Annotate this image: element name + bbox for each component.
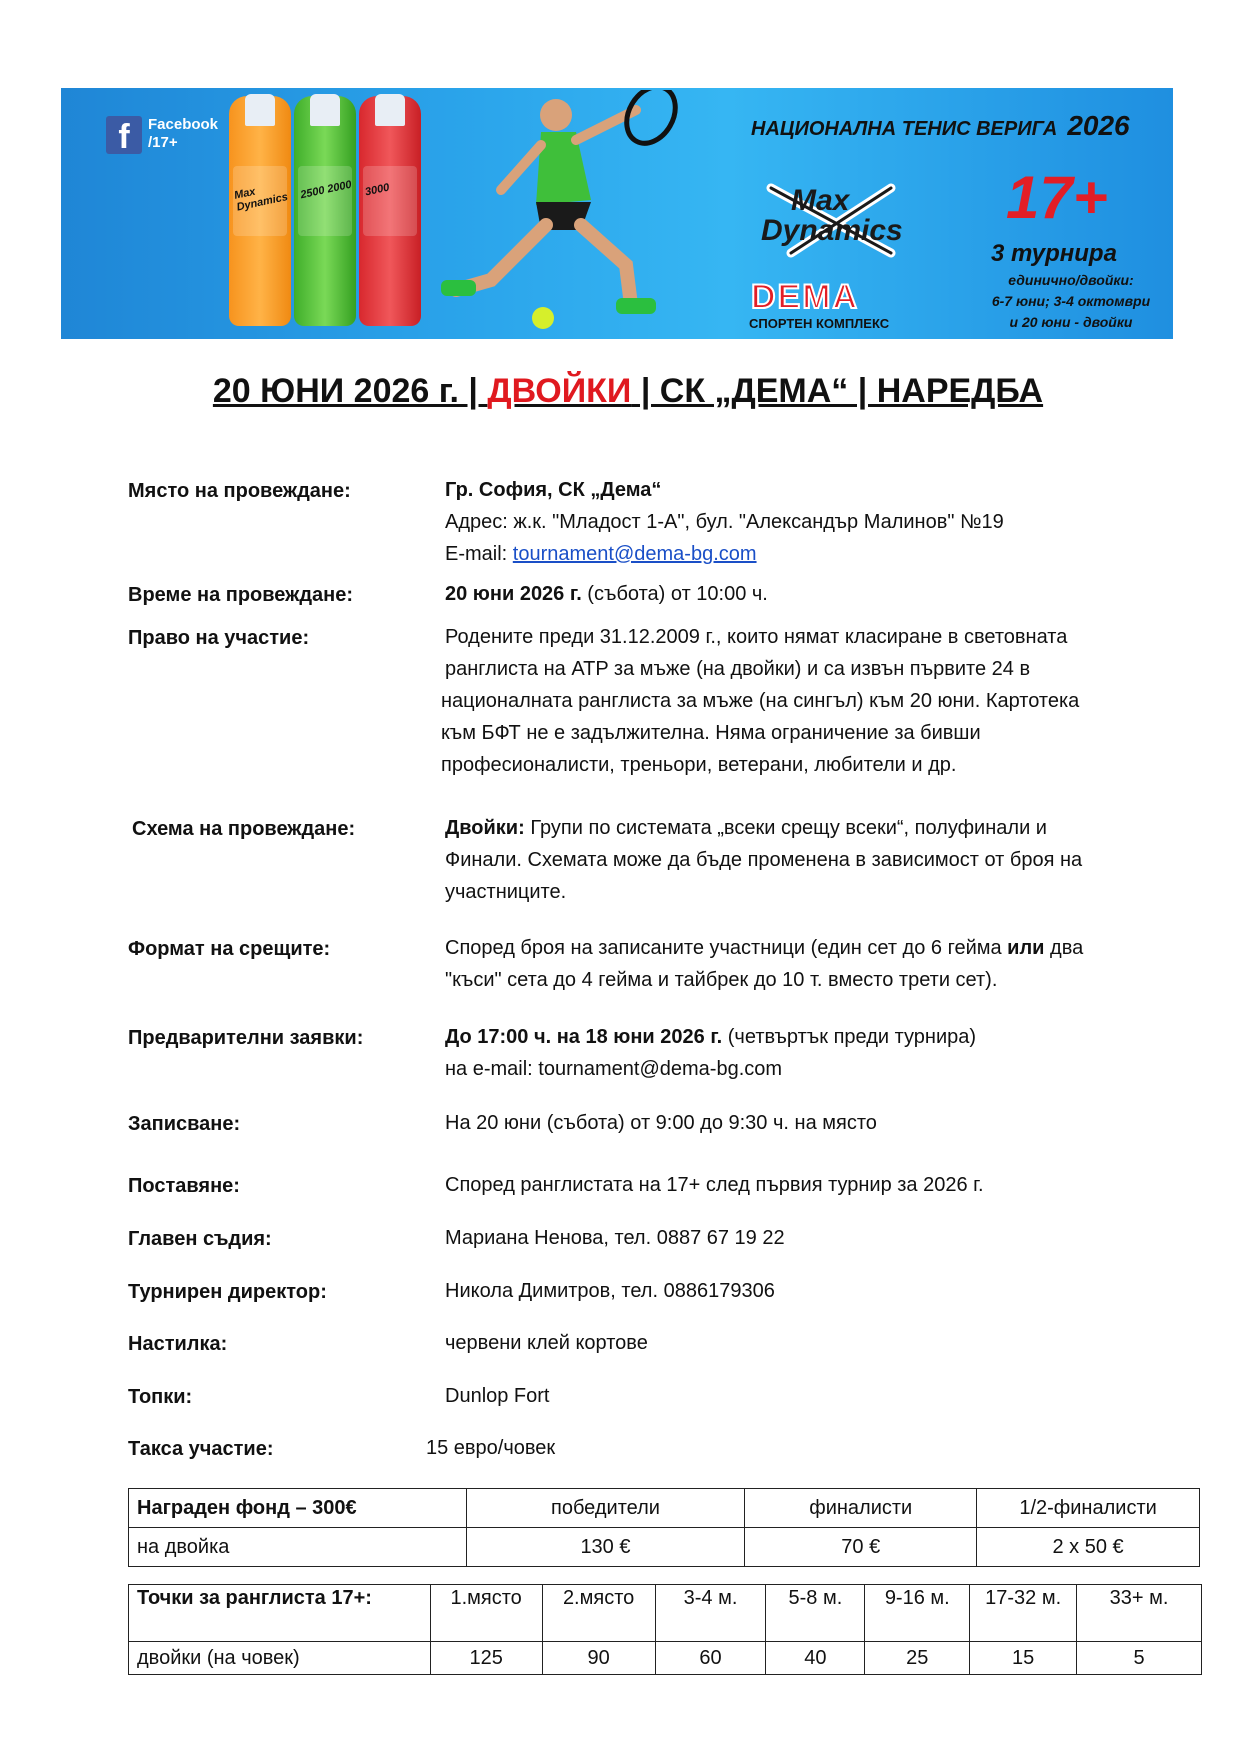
table-row bbox=[129, 1642, 1202, 1675]
header-banner bbox=[61, 88, 1173, 339]
table-cell: двойки (на човек) bbox=[129, 1642, 431, 1675]
orange-bottle-image: Max Dynamics bbox=[229, 96, 291, 326]
director-label: Турнирен директор: bbox=[128, 1281, 327, 1303]
table-cell: 9-16 м. bbox=[865, 1585, 970, 1642]
table-row bbox=[129, 1585, 1202, 1642]
eligibility-label: Право на участие: bbox=[128, 627, 310, 649]
table-cell: 125 bbox=[430, 1642, 542, 1675]
table-row bbox=[129, 1528, 1200, 1567]
table-cell: 1.място bbox=[430, 1585, 542, 1642]
table-cell: 5-8 м. bbox=[766, 1585, 865, 1642]
format-value: Според броя на записаните участници (един сет до 6 гейма или два "къси" сета до 4 гейма и тайбрек до 10 т. вместо трети сет). bbox=[445, 937, 1084, 991]
tour-title: НАЦИОНАЛНА ТЕНИС ВЕРИГА 2026 bbox=[751, 110, 1130, 141]
surface-value: червени клей кортове bbox=[445, 1332, 648, 1354]
tournament-dates: единично/двойки: 6-7 юни; 3-4 октомври и 20 юни - двойки bbox=[991, 272, 1151, 330]
age-category: 17+ bbox=[1006, 164, 1108, 231]
time-value: 20 юни 2026 г. (събота) от 10:00 ч. bbox=[445, 583, 768, 605]
table-cell: 60 bbox=[655, 1642, 766, 1675]
table-cell: 2.място bbox=[542, 1585, 655, 1642]
table-cell: 40 bbox=[766, 1642, 865, 1675]
table-cell: 130 € bbox=[466, 1528, 745, 1567]
table-cell: 3-4 м. bbox=[655, 1585, 766, 1642]
dema-subtitle: СПОРТЕН КОМПЛЕКС bbox=[749, 316, 890, 331]
balls-value: Dunlop Fort bbox=[445, 1385, 550, 1407]
venue-value: Гр. София, СК „Дема“ Адрес: ж.к. "Младост 1-А", бул. "Александър Малинов" №19 E-mail: tournament@dema-bg.com bbox=[445, 479, 1004, 565]
page-title: 20 ЮНИ 2026 г. | ДВОЙКИ | СК „ДЕМА“ | НАРЕДБА bbox=[212, 372, 1044, 410]
max-dynamics-logo: Max Dynamics bbox=[761, 184, 903, 247]
fee-value: 15 евро/човек bbox=[426, 1437, 556, 1459]
table-cell: 17-32 м. bbox=[970, 1585, 1077, 1642]
prize-table bbox=[128, 1488, 1200, 1567]
table-cell: 5 bbox=[1077, 1642, 1202, 1675]
table-cell: 25 bbox=[865, 1642, 970, 1675]
table-cell: Точки за ранглиста 17+: bbox=[129, 1585, 431, 1642]
table-cell: 1/2-финалисти bbox=[977, 1489, 1200, 1528]
facebook-icon: f bbox=[106, 116, 142, 154]
facebook-link[interactable] bbox=[106, 116, 218, 154]
scheme-value: Двойки: Групи по системата „всеки срещу всеки“, полуфинали и Финали. Схемата може да бъде променена в зависимост от броя на участниците. bbox=[445, 817, 1083, 903]
tournament-count: 3 турнира bbox=[991, 240, 1117, 267]
balls-label: Топки: bbox=[128, 1386, 193, 1408]
table-cell: на двойка bbox=[129, 1528, 467, 1567]
seeding-value: Според ранглистата на 17+ след първия турнир за 2026 г. bbox=[445, 1174, 984, 1196]
signin-label: Записване: bbox=[128, 1113, 241, 1135]
seeding-label: Поставяне: bbox=[128, 1175, 240, 1197]
director-value: Никола Димитров, тел. 0886179306 bbox=[445, 1280, 775, 1302]
eligibility-value: Родените преди 31.12.2009 г., които нямат класиране в световната ранглиста на ATP за мъже (на двойки) и са извън първите 24 в националната ранглиста за мъже (на сингъл) към 20 юни. Картотека към БФТ не е задължителна. Няма ограничение за бивши професионалисти, треньори, ветерани, любители и др. bbox=[441, 626, 1080, 776]
venue-label: Място на провеждане: bbox=[128, 480, 351, 502]
facebook-label: Facebook bbox=[148, 116, 219, 133]
table-cell: победители bbox=[466, 1489, 745, 1528]
venue-email-link[interactable]: tournament@dema-bg.com bbox=[512, 543, 757, 565]
dema-logo: DEMA bbox=[751, 278, 860, 316]
red-bottle-image: 3000 bbox=[359, 96, 421, 326]
referee-value: Мариана Ненова, тел. 0887 67 19 22 bbox=[445, 1227, 785, 1249]
referee-label: Главен съдия: bbox=[128, 1228, 272, 1250]
entries-value: До 17:00 ч. на 18 юни 2026 г. (четвъртък преди турнира) на e-mail: tournament@dema-bg.com bbox=[445, 1026, 977, 1080]
points-table bbox=[128, 1584, 1202, 1675]
signin-value: На 20 юни (събота) от 9:00 до 9:30 ч. на място bbox=[445, 1112, 877, 1134]
table-cell: 33+ м. bbox=[1077, 1585, 1202, 1642]
table-cell: Награден фонд – 300€ bbox=[129, 1489, 467, 1528]
surface-label: Настилка: bbox=[128, 1333, 228, 1355]
table-cell: 15 bbox=[970, 1642, 1077, 1675]
tennis-player-image bbox=[431, 90, 691, 330]
table-cell: 2 х 50 € bbox=[977, 1528, 1200, 1567]
scheme-label: Схема на провеждане: bbox=[132, 818, 356, 840]
fee-label: Такса участие: bbox=[128, 1438, 274, 1460]
format-label: Формат на срещите: bbox=[128, 938, 331, 960]
table-row bbox=[129, 1489, 1200, 1528]
green-bottle-image: 2500 2000 bbox=[294, 96, 356, 326]
table-cell: 90 bbox=[542, 1642, 655, 1675]
facebook-sub: /17+ bbox=[148, 134, 178, 151]
time-label: Време на провеждане: bbox=[128, 584, 354, 606]
entries-label: Предварителни заявки: bbox=[128, 1027, 364, 1049]
table-cell: 70 € bbox=[745, 1528, 977, 1567]
table-cell: финалисти bbox=[745, 1489, 977, 1528]
